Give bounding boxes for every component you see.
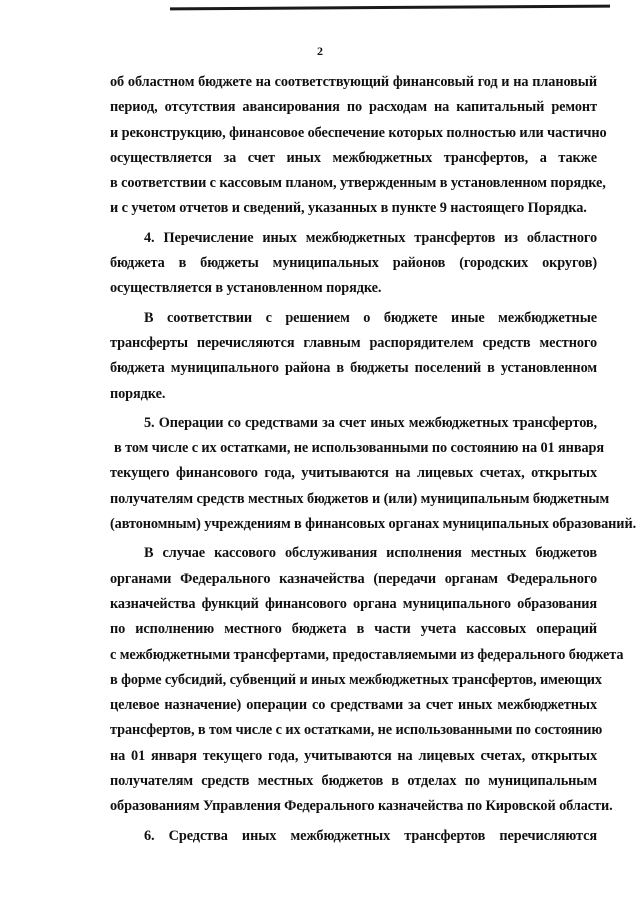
text-line: бюджета муниципального района в бюджеты поселений в установленном — [110, 360, 597, 377]
text-line: об областном бюджете на соответствующий финансовый год и на плановый — [110, 74, 597, 90]
page-number: 2 — [317, 44, 323, 58]
text-line: 6. Средства иных межбюджетных трансфертов перечисляются — [144, 827, 597, 844]
text-line: органами Федерального казначейства (передачи органам Федерального — [110, 570, 597, 587]
text-line: трансферты перечисляются главным распорядителем средств местного — [110, 334, 597, 351]
text-line: (автономным) учреждениям в финансовых органах муниципальных образований. — [110, 516, 637, 533]
text-line: с межбюджетными трансфертами, предоставляемыми из федерального бюджета — [110, 646, 624, 663]
paragraph-continuation — [110, 70, 607, 222]
text-line: в форме субсидий, субвенций и иных межбюджетных трансфертов, имеющих — [110, 671, 602, 688]
text-line: В соответствии с решением о бюджете иные межбюджетные — [144, 309, 597, 326]
text-line: текущего финансового года, учитываются на лицевых счетах, открытых — [110, 465, 597, 482]
text-line: целевое назначение) операции со средствами за счет иных межбюджетных — [110, 697, 597, 714]
text-line: порядке. — [110, 385, 166, 402]
document-body — [110, 70, 637, 849]
paragraph-item-4 — [110, 226, 597, 302]
text-line: бюджета в бюджеты муниципальных районов (городских округов) — [110, 255, 597, 272]
text-line: и реконструкцию, финансовое обеспечение которых полностью или частично — [110, 124, 607, 141]
text-line: получателям средств местных бюджетов и (или) муниципальным бюджетным — [110, 490, 610, 507]
text-line: в соответствии с кассовым планом, утвержденным в установленном порядке, — [110, 175, 606, 192]
text-line: осуществляется в установленном порядке. — [110, 280, 382, 297]
text-line: осуществляется за счет иных межбюджетных трансфертов, а также — [110, 149, 597, 166]
paragraph-item-5 — [110, 411, 637, 537]
text-line: казначейства функций финансового органа муниципального образования — [110, 595, 597, 612]
text-line: в том числе с их остатками, не использованными по состоянию на 01 января — [114, 440, 604, 457]
paragraph-treasury-service — [110, 541, 624, 819]
text-line: образованиям Управления Федерального казначейства по Кировской области. — [110, 798, 613, 815]
text-line: по исполнению местного бюджета в части учета кассовых операций — [110, 621, 597, 638]
text-line: период, отсутствия авансирования по расходам на капитальный ремонт — [110, 99, 597, 116]
text-line: на 01 января текущего года, учитываются на лицевых счетах, открытых — [110, 747, 597, 764]
top-scan-rule — [170, 5, 610, 11]
paragraph-budget-decision — [110, 306, 597, 407]
text-line: 4. Перечисление иных межбюджетных трансфертов из областного — [144, 229, 597, 246]
text-line: трансфертов, в том числе с их остатками, не использованными по состоянию — [110, 722, 603, 739]
paragraph-item-6 — [110, 824, 597, 849]
text-line: В случае кассового обслуживания исполнения местных бюджетов — [144, 545, 597, 562]
text-line: получателям средств местных бюджетов в отделах по муниципальным — [110, 773, 597, 790]
text-line: и с учетом отчетов и сведений, указанных в пункте 9 настоящего Порядка. — [110, 200, 587, 217]
text-line: 5. Операции со средствами за счет иных межбюджетных трансфертов, — [144, 414, 597, 431]
